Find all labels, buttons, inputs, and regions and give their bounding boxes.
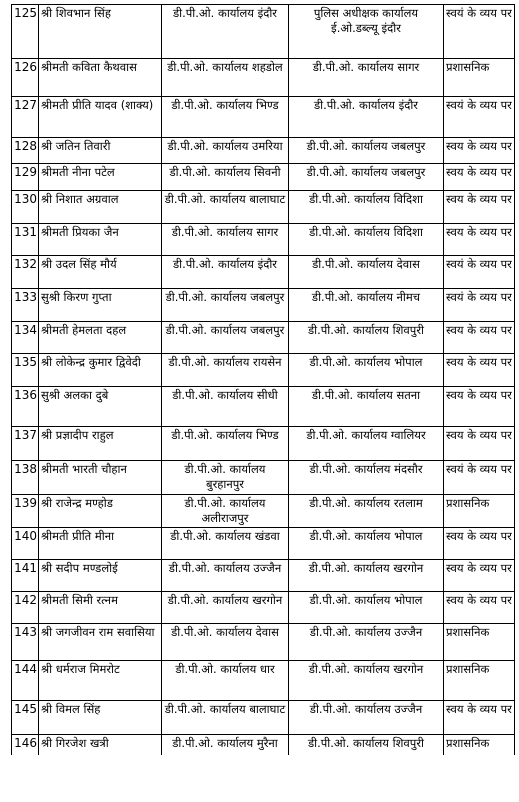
to-office-cell: डी.पी.ओ. कार्यालय ग्वालियर [289,427,444,461]
serial-number-cell: 132 [12,256,39,289]
transfer-type-cell: प्रशासनिक [444,59,515,97]
from-office-cell: डी.पी.ओ. कार्यालय मुरैना [162,735,289,755]
transfer-type-cell: स्वयं के व्यय पर [444,256,515,289]
serial-number-cell: 128 [12,138,39,164]
table-row [12,5,515,59]
table-row [12,495,515,528]
table-row [12,256,515,289]
from-office-cell: डी.पी.ओ. कार्यालय इंदौर [162,5,289,59]
from-office-cell: डी.पी.ओ. कार्यालय खंडवा [162,528,289,560]
table-row [12,354,515,387]
employee-name-cell: श्रीमती प्रीति मीना [39,528,162,560]
serial-number-cell: 145 [12,701,39,735]
employee-name-cell: श्री धर्मराज मिमरोट [39,661,162,701]
employee-name-cell: श्री गिरजेश खत्री [39,735,162,755]
table-row [12,138,515,164]
table-row [12,289,515,322]
transfer-type-cell: प्रशासनिक [444,661,515,701]
table-row [12,624,515,661]
table-row [12,560,515,592]
transfer-type-cell: स्वय के व्यय पर [444,528,515,560]
to-office-cell: डी.पी.ओ. कार्यालय विदिशा [289,191,444,224]
employee-name-cell: सुश्री अलका दुबे [39,387,162,427]
employee-name-cell: श्रीमती भारती चौहान [39,461,162,495]
from-office-cell: डी.पी.ओ. कार्यालय बुरहानपुर [162,461,289,495]
employee-name-cell: श्रीमती हेमलता दहल [39,322,162,354]
serial-number-cell: 134 [12,322,39,354]
to-office-cell: डी.पी.ओ. कार्यालय शिवपुरी [289,322,444,354]
from-office-cell: डी.पी.ओ. कार्यालय अलीराजपुर [162,495,289,528]
transfer-type-cell: स्वयं के व्यय पर [444,5,515,59]
to-office-cell: डी.पी.ओ. कार्यालय इंदौर [289,97,444,138]
transfer-type-cell: स्वय के व्यय पर [444,191,515,224]
table-row [12,322,515,354]
employee-name-cell: श्री जगजीवन राम सवासिया [39,624,162,661]
transfer-type-cell: प्रशासनिक [444,495,515,528]
from-office-cell: डी.पी.ओ. कार्यालय जबलपुर [162,289,289,322]
from-office-cell: डी.पी.ओ. कार्यालय भिण्ड [162,427,289,461]
table-row [12,387,515,427]
employee-name-cell: श्री उदल सिंह मौर्य [39,256,162,289]
to-office-cell: डी.पी.ओ. कार्यालय जबलपुर [289,138,444,164]
from-office-cell: डी.पी.ओ. कार्यालय खरगोन [162,592,289,624]
transfer-type-cell: स्वय के व्यय पर [444,354,515,387]
from-office-cell: डी.पी.ओ. कार्यालय बालाघाट [162,191,289,224]
table-row [12,59,515,97]
transfer-type-cell: स्वय के व्यय पर [444,427,515,461]
to-office-cell: डी.पी.ओ. कार्यालय विदिशा [289,224,444,256]
from-office-cell: डी.पी.ओ. कार्यालय जबलपुर [162,322,289,354]
employee-name-cell: श्री सदीप मण्डलोई [39,560,162,592]
from-office-cell: डी.पी.ओ. कार्यालय सिवनी [162,164,289,191]
transfer-table-body [12,5,515,755]
serial-number-cell: 140 [12,528,39,560]
transfer-type-cell: स्वयं के व्यय पर [444,289,515,322]
table-row [12,97,515,138]
table-row [12,661,515,701]
employee-name-cell: श्रीमती नीना पटेल [39,164,162,191]
to-office-cell: पुलिस अधीक्षक कार्यालय ई.ओ.डब्ल्यू इंदौर [289,5,444,59]
table-row [12,164,515,191]
employee-name-cell: श्री विमल सिंह [39,701,162,735]
table-row [12,461,515,495]
serial-number-cell: 143 [12,624,39,661]
from-office-cell: डी.पी.ओ. कार्यालय उमरिया [162,138,289,164]
to-office-cell: डी.पी.ओ. कार्यालय भोपाल [289,354,444,387]
table-row [12,191,515,224]
transfer-type-cell: स्वय के व्यय पर [444,387,515,427]
from-office-cell: डी.पी.ओ. कार्यालय देवास [162,624,289,661]
serial-number-cell: 126 [12,59,39,97]
from-office-cell: डी.पी.ओ. कार्यालय सीधी [162,387,289,427]
transfer-type-cell: स्वयं के व्यय पर [444,97,515,138]
transfer-type-cell: स्वय के व्यय पर [444,560,515,592]
to-office-cell: डी.पी.ओ. कार्यालय खरगोन [289,661,444,701]
table-row [12,701,515,735]
serial-number-cell: 139 [12,495,39,528]
from-office-cell: डी.पी.ओ. कार्यालय सागर [162,224,289,256]
to-office-cell: डी.पी.ओ. कार्यालय जबलपुर [289,164,444,191]
employee-name-cell: श्री शिवभान सिंह [39,5,162,59]
employee-name-cell: श्रीमती कविता कैथवास [39,59,162,97]
to-office-cell: डी.पी.ओ. कार्यालय भोपाल [289,592,444,624]
serial-number-cell: 141 [12,560,39,592]
employee-name-cell: श्री लोकेन्द्र कुमार द्विवेदी [39,354,162,387]
employee-name-cell: श्री राजेन्द्र मण्होड [39,495,162,528]
serial-number-cell: 142 [12,592,39,624]
table-row [12,592,515,624]
transfer-type-cell: स्वय के व्यय पर [444,592,515,624]
to-office-cell: डी.पी.ओ. कार्यालय उज्जैन [289,624,444,661]
from-office-cell: डी.पी.ओ. कार्यालय शहडोल [162,59,289,97]
serial-number-cell: 137 [12,427,39,461]
employee-name-cell: श्रीमती प्रियका जैन [39,224,162,256]
employee-name-cell: सुश्री किरण गुप्ता [39,289,162,322]
transfer-type-cell: स्वय के व्यय पर [444,138,515,164]
to-office-cell: डी.पी.ओ. कार्यालय नीमच [289,289,444,322]
transfer-type-cell: प्रशासनिक [444,735,515,755]
from-office-cell: डी.पी.ओ. कार्यालय इंदौर [162,256,289,289]
to-office-cell: डी.पी.ओ. कार्यालय मंदसौर [289,461,444,495]
to-office-cell: डी.पी.ओ. कार्यालय शिवपुरी [289,735,444,755]
table-row [12,528,515,560]
serial-number-cell: 146 [12,735,39,755]
transfer-type-cell: स्वय के व्यय पर [444,224,515,256]
transfer-type-cell: स्वयं के व्यय पर [444,461,515,495]
table-row [12,735,515,755]
employee-name-cell: श्री प्रज्ञादीप राहुल [39,427,162,461]
employee-name-cell: श्री जतिन तिवारी [39,138,162,164]
from-office-cell: डी.पी.ओ. कार्यालय भिण्ड [162,97,289,138]
to-office-cell: डी.पी.ओ. कार्यालय सागर [289,59,444,97]
transfer-type-cell: स्वय के व्यय पर [444,322,515,354]
employee-name-cell: श्रीमती प्रीति यादव (शाक्य) [39,97,162,138]
to-office-cell: डी.पी.ओ. कार्यालय रतलाम [289,495,444,528]
from-office-cell: डी.पी.ओ. कार्यालय धार [162,661,289,701]
table-row [12,224,515,256]
employee-name-cell: श्रीमती सिमी रत्नम [39,592,162,624]
transfer-type-cell: स्वय के व्यय पर [444,164,515,191]
to-office-cell: डी.पी.ओ. कार्यालय खरगोन [289,560,444,592]
serial-number-cell: 138 [12,461,39,495]
transfer-table [11,4,515,755]
to-office-cell: डी.पी.ओ. कार्यालय भोपाल [289,528,444,560]
employee-name-cell: श्री निशात अग्रवाल [39,191,162,224]
serial-number-cell: 136 [12,387,39,427]
from-office-cell: डी.पी.ओ. कार्यालय बालाघाट [162,701,289,735]
serial-number-cell: 135 [12,354,39,387]
transfer-type-cell: प्रशासनिक [444,624,515,661]
to-office-cell: डी.पी.ओ. कार्यालय देवास [289,256,444,289]
to-office-cell: डी.पी.ओ. कार्यालय सतना [289,387,444,427]
serial-number-cell: 131 [12,224,39,256]
serial-number-cell: 129 [12,164,39,191]
serial-number-cell: 144 [12,661,39,701]
serial-number-cell: 130 [12,191,39,224]
from-office-cell: डी.पी.ओ. कार्यालय रायसेन [162,354,289,387]
table-row [12,427,515,461]
serial-number-cell: 133 [12,289,39,322]
from-office-cell: डी.पी.ओ. कार्यालय उज्जैन [162,560,289,592]
transfer-type-cell: स्वय के व्यय पर [444,701,515,735]
to-office-cell: डी.पी.ओ. कार्यालय उज्जैन [289,701,444,735]
serial-number-cell: 127 [12,97,39,138]
serial-number-cell: 125 [12,5,39,59]
